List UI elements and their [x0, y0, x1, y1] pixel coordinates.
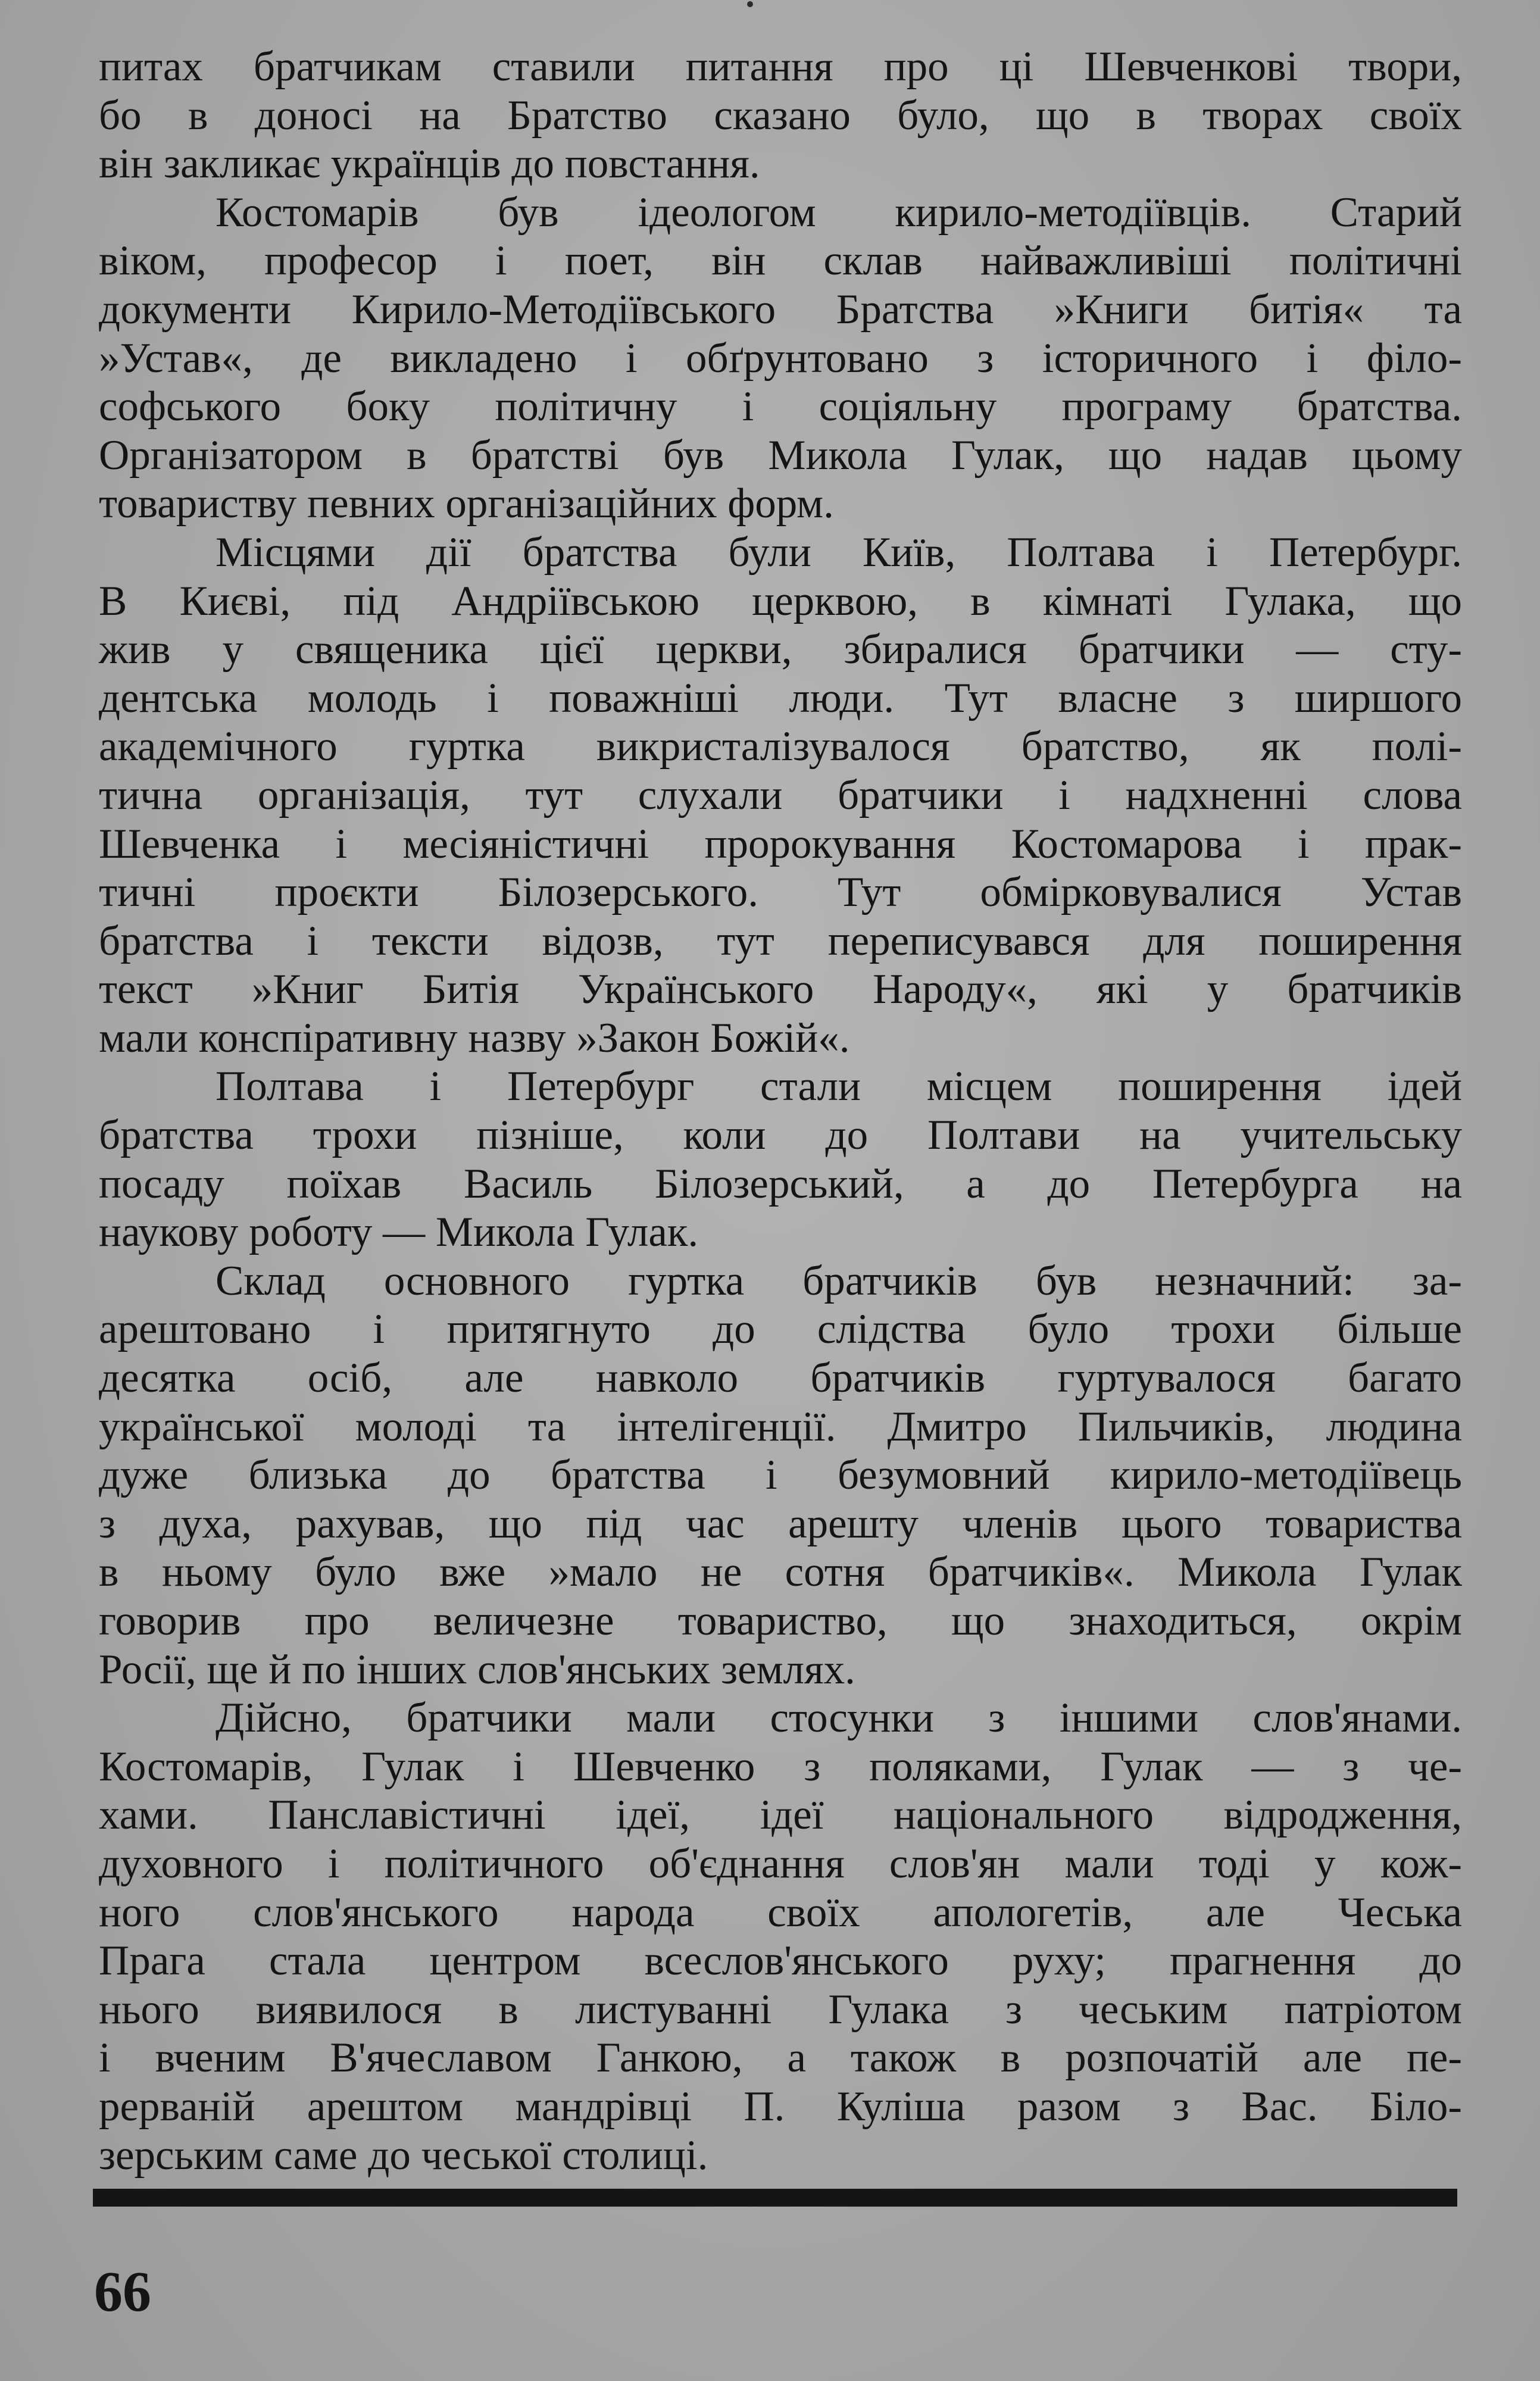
- text-line: Дійсно, братчики мали стосунки з іншими слов'янами.: [215, 1695, 1462, 1742]
- paragraph: [99, 1694, 1462, 2180]
- text-line: з духа, рахував, що під час арешту членів цього товариства: [99, 1500, 1462, 1547]
- text-line: рерваній арештом мандрівці П. Куліша разом з Вас. Біло-: [99, 2083, 1462, 2130]
- text-line: української молоді та інтелігенції. Дмитро Пильчиків, людина: [99, 1403, 1462, 1450]
- text-line: ного слов'янського народа своїх апологетів, але Чеська: [99, 1889, 1462, 1936]
- text-line: Костомарів, Гулак і Шевченко з поляками, Гулак — з че-: [99, 1743, 1462, 1790]
- text-line: Склад основного гуртка братчиків був незначний: за-: [215, 1257, 1462, 1304]
- body-text: [99, 43, 1462, 2180]
- text-line: Росії, ще й по інших слов'янських землях.: [99, 1646, 855, 1693]
- text-line: і вченим В'ячеславом Ганкою, а також в розпочатій але пе-: [99, 2035, 1462, 2082]
- text-line: говорив про величезне товариство, що знаходиться, окрім: [99, 1598, 1462, 1644]
- text-line: бо в доносі на Братство сказано було, що в творах своїх: [99, 92, 1462, 139]
- paragraph: [99, 43, 1462, 189]
- paragraph: [99, 529, 1462, 1063]
- text-line: тичні проєкти Білозерського. Тут обмірковувалися Устав: [99, 869, 1462, 916]
- paragraph: [99, 189, 1462, 529]
- text-line: братства трохи пізніше, коли до Полтави на учительську: [99, 1112, 1462, 1159]
- text-line: він закликає українців до повстання.: [99, 140, 760, 188]
- text-line: наукову роботу — Микола Гулак.: [99, 1209, 699, 1256]
- text-line: в ньому було вже »мало не сотня братчиків«. Микола Гулак: [99, 1549, 1462, 1596]
- footer-rule: [93, 2189, 1457, 2207]
- text-line: мали конспіративну назву »Закон Божій«.: [99, 1014, 850, 1061]
- text-line: Полтава і Петербург стали місцем поширення ідей: [215, 1063, 1462, 1110]
- text-line: десятка осіб, але навколо братчиків гуртувалося багато: [99, 1355, 1462, 1402]
- text-line: товариству певних організаційних форм.: [99, 480, 834, 527]
- text-line: софського боку політичну і соціяльну програму братства.: [99, 383, 1462, 430]
- paragraph: [99, 1063, 1462, 1257]
- text-line: Костомарів був ідеологом кирило-методіївців. Старий: [215, 189, 1462, 236]
- text-line: академічного гуртка викристалізувалося братство, як полі-: [99, 723, 1462, 770]
- text-line: дентська молодь і поважніші люди. Тут власне з ширшого: [99, 674, 1462, 721]
- ink-speck: [747, 1, 753, 7]
- page-number: 66: [94, 2260, 151, 2323]
- text-line: документи Кирило-Методіївського Братства »Книги битія« та: [99, 286, 1462, 333]
- text-line: арештовано і притягнуто до слідства було трохи більше: [99, 1306, 1462, 1353]
- text-line: тична організація, тут слухали братчики і надхненні слова: [99, 771, 1462, 818]
- text-line: дуже близька до братства і безумовний кирило-методіївець: [99, 1452, 1462, 1499]
- paragraph: [99, 1257, 1462, 1694]
- text-line: Шевченка і месіяністичні пророкування Костомарова і прак-: [99, 820, 1462, 867]
- text-line: духовного і політичного об'єднання слов'ян мали тоді у кож-: [99, 1840, 1462, 1887]
- text-line: зерським саме до чеської столиці.: [99, 2132, 708, 2179]
- text-line: Місцями дії братства були Київ, Полтава і Петербург.: [215, 529, 1462, 576]
- text-line: питах братчикам ставили питання про ці Шевченкові твори,: [99, 43, 1462, 90]
- text-line: текст »Книг Битія Українського Народу«, які у братчиків: [99, 966, 1462, 1013]
- text-line: хами. Панславістичні ідеї, ідеї національного відродження,: [99, 1792, 1462, 1839]
- text-line: нього виявилося в листуванні Гулака з чеським патріотом: [99, 1986, 1462, 2033]
- text-line: братства і тексти відозв, тут переписувався для поширення: [99, 917, 1462, 964]
- text-line: жив у священика цієї церкви, збиралися братчики — сту-: [99, 626, 1462, 673]
- text-line: Прага стала центром всеслов'янського руху; прагнення до: [99, 1938, 1462, 1985]
- text-line: Організатором в братстві був Микола Гулак, що надав цьому: [99, 432, 1462, 479]
- text-line: віком, професор і поет, він склав найважливіші політичні: [99, 238, 1462, 285]
- text-line: посаду поїхав Василь Білозерський, а до Петербурга на: [99, 1160, 1462, 1207]
- text-line: В Києві, під Андріївською церквою, в кімнаті Гулака, що: [99, 577, 1462, 624]
- text-line: »Устав«, де викладено і обґрунтовано з історичного і філо-: [99, 335, 1462, 382]
